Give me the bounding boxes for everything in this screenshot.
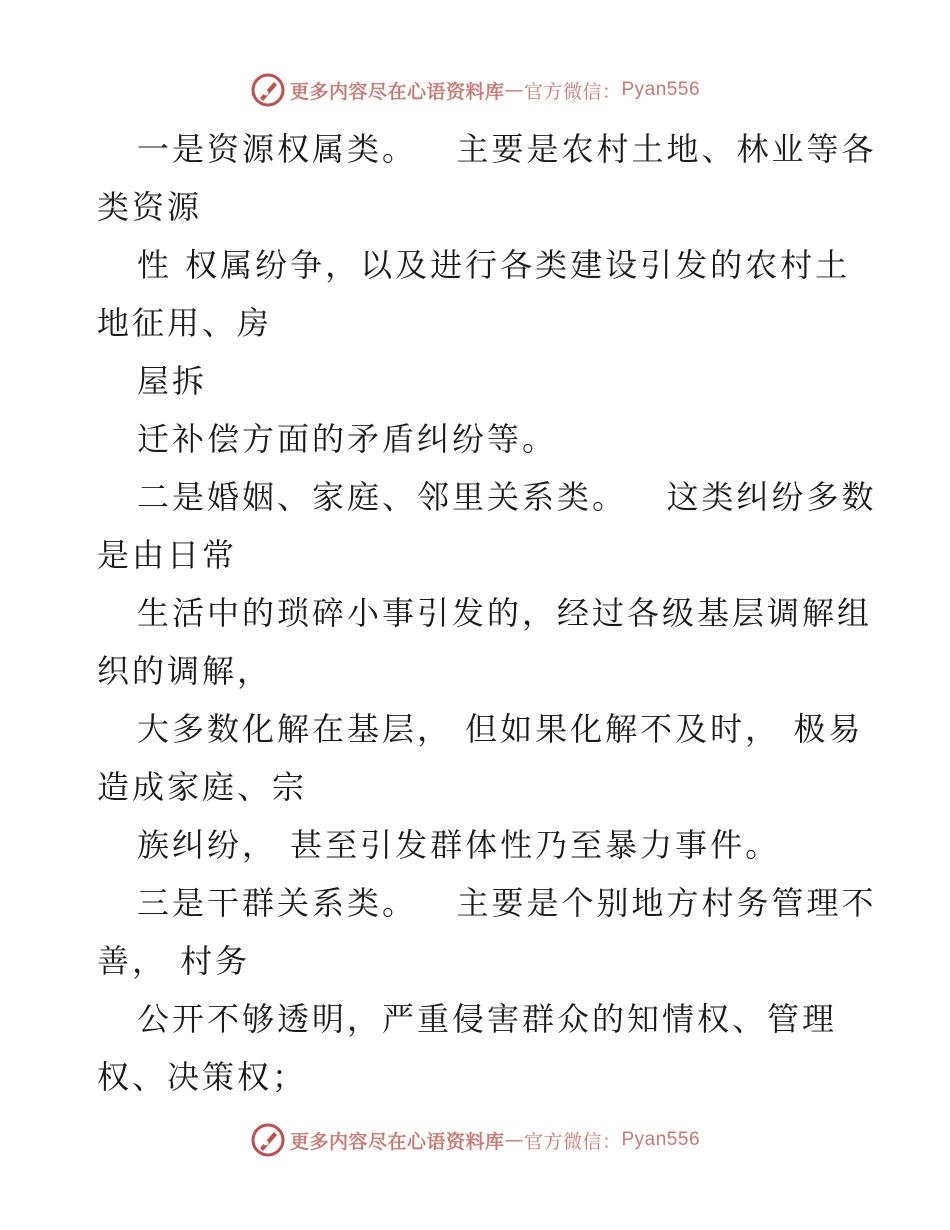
header-watermark: [0, 70, 950, 110]
text-line: 善， 村务: [97, 942, 251, 980]
text-line: 屋拆: [137, 362, 208, 400]
text-line: 是由日常: [97, 536, 238, 574]
text-line: 造成家庭、宗: [97, 768, 308, 806]
text-line: 大多数化解在基层， 但如果化解不及时， 极易: [137, 710, 864, 748]
watermark-wechat-id: Pyan556: [621, 1129, 701, 1150]
text-line: 二是婚姻、家庭、邻里关系类。 这类纠纷多数: [137, 478, 877, 516]
watermark-main-text: 更多内容尽在心语资料库: [289, 80, 505, 103]
text-line: 权、决策权；: [97, 1058, 308, 1096]
text-line: 一是资源权属类。 主要是农村土地、林业等各: [137, 130, 877, 168]
text-line: 公开不够透明，严重侵害群众的知情权、管理: [137, 1000, 838, 1038]
pen-logo-icon: [250, 72, 286, 108]
text-line: 迁补偿方面的矛盾纠纷等。: [137, 420, 558, 458]
text-line: 三是干群关系类。 主要是个别地方村务管理不: [137, 884, 877, 922]
watermark-dash: —: [504, 79, 524, 101]
watermark-main-text: 更多内容尽在心语资料库: [289, 1130, 505, 1153]
text-line: 族纠纷， 甚至引发群体性乃至暴力事件。: [137, 826, 781, 864]
text-line: 性 权属纷争，以及进行各类建设引发的农村土: [137, 246, 851, 284]
watermark-wechat-label: 官方微信：: [523, 1130, 622, 1153]
footer-watermark: [0, 1120, 950, 1160]
text-line: 地征用、房: [97, 304, 273, 342]
watermark-dash: —: [504, 1129, 524, 1151]
watermark-wechat-label: 官方微信：: [523, 80, 622, 103]
text-line: 织的调解，: [97, 652, 273, 690]
watermark-wechat-id: Pyan556: [621, 79, 701, 100]
text-line: 生活中的琐碎小事引发的，经过各级基层调解组: [137, 594, 873, 632]
text-line: 类资源: [97, 188, 203, 226]
pen-logo-icon: [250, 1122, 286, 1158]
document-body: [97, 120, 877, 1106]
